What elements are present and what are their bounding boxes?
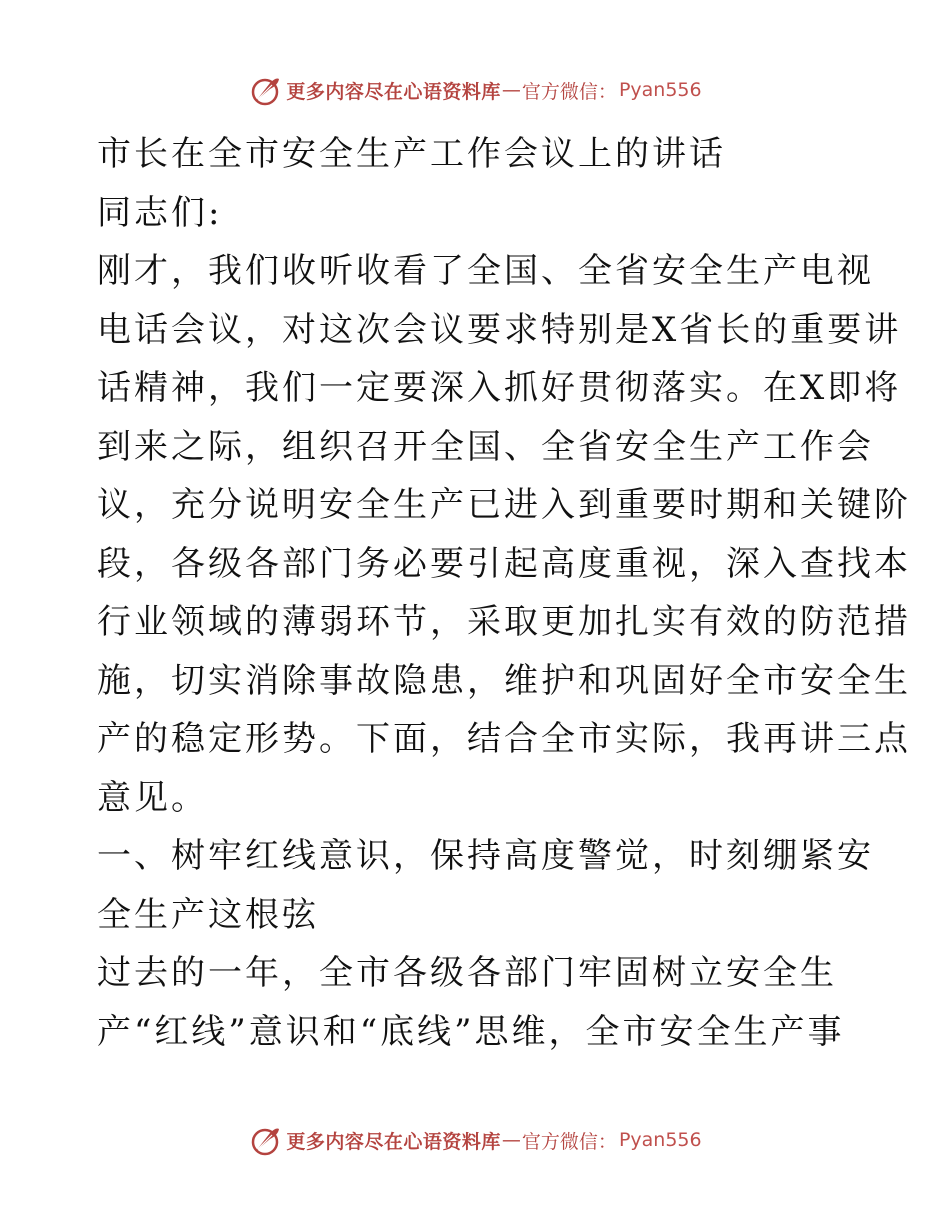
paragraph-2 [97, 944, 857, 1061]
section-heading-1 [97, 827, 874, 944]
paragraph-line: 到来之际，组织召开全国、全省安全生产工作会 [97, 426, 874, 467]
salutation: 同志们: [97, 192, 223, 233]
watermark-text: 更多内容尽在心语资料库 [286, 1130, 501, 1153]
footer-watermark [0, 1120, 950, 1160]
watermark-text: 更多内容尽在心语资料库 [286, 80, 501, 103]
watermark-separator: — [501, 1129, 521, 1151]
paragraph-line: 意见。 [97, 777, 208, 818]
header-watermark [0, 70, 950, 110]
paragraph-line: 话精神，我们一定要深入抓好贯彻落实。在X即将 [97, 368, 902, 408]
watermark-account: Pyan556 [618, 1129, 702, 1151]
paragraph-line: 刚才，我们收听收看了全国、全省安全生产电视 [97, 251, 874, 291]
paragraph-line: 产“红线”意识和“底线”思维，全市安全生产事 [97, 1011, 845, 1052]
paragraph-line: 施，切实消除事故隐患，维护和巩固好全市安全生 [97, 660, 911, 701]
paragraph-line: 段，各级各部门务必要引起高度重视，深入查找本 [97, 543, 911, 584]
paragraph-line: 议，充分说明安全生产已进入到重要时期和关键阶 [97, 485, 911, 525]
feather-pen-logo-icon [248, 73, 282, 107]
feather-pen-logo-icon [248, 1123, 282, 1157]
watermark-official-label: 官方微信： [521, 1130, 617, 1153]
document-body [97, 125, 911, 1061]
paragraph-line: 行业领域的薄弱环节，采取更加扎实有效的防范措 [97, 602, 911, 642]
heading-line: 一、树牢红线意识，保持高度警觉，时刻绷紧安 [97, 836, 874, 876]
watermark-account: Pyan556 [618, 79, 702, 101]
watermark-separator: — [501, 79, 521, 101]
heading-line: 全生产这根弦 [97, 894, 319, 935]
paragraph-line: 过去的一年，全市各级各部门牢固树立安全生 [97, 953, 837, 993]
paragraph-1 [97, 242, 911, 827]
paragraph-line: 电话会议，对这次会议要求特别是X省长的重要讲 [97, 309, 902, 350]
watermark-official-label: 官方微信： [521, 80, 617, 103]
paragraph-line: 产的稳定形势。下面，结合全市实际，我再讲三点 [97, 719, 911, 759]
document-title: 市长在全市安全生产工作会议上的讲话 [97, 134, 726, 174]
